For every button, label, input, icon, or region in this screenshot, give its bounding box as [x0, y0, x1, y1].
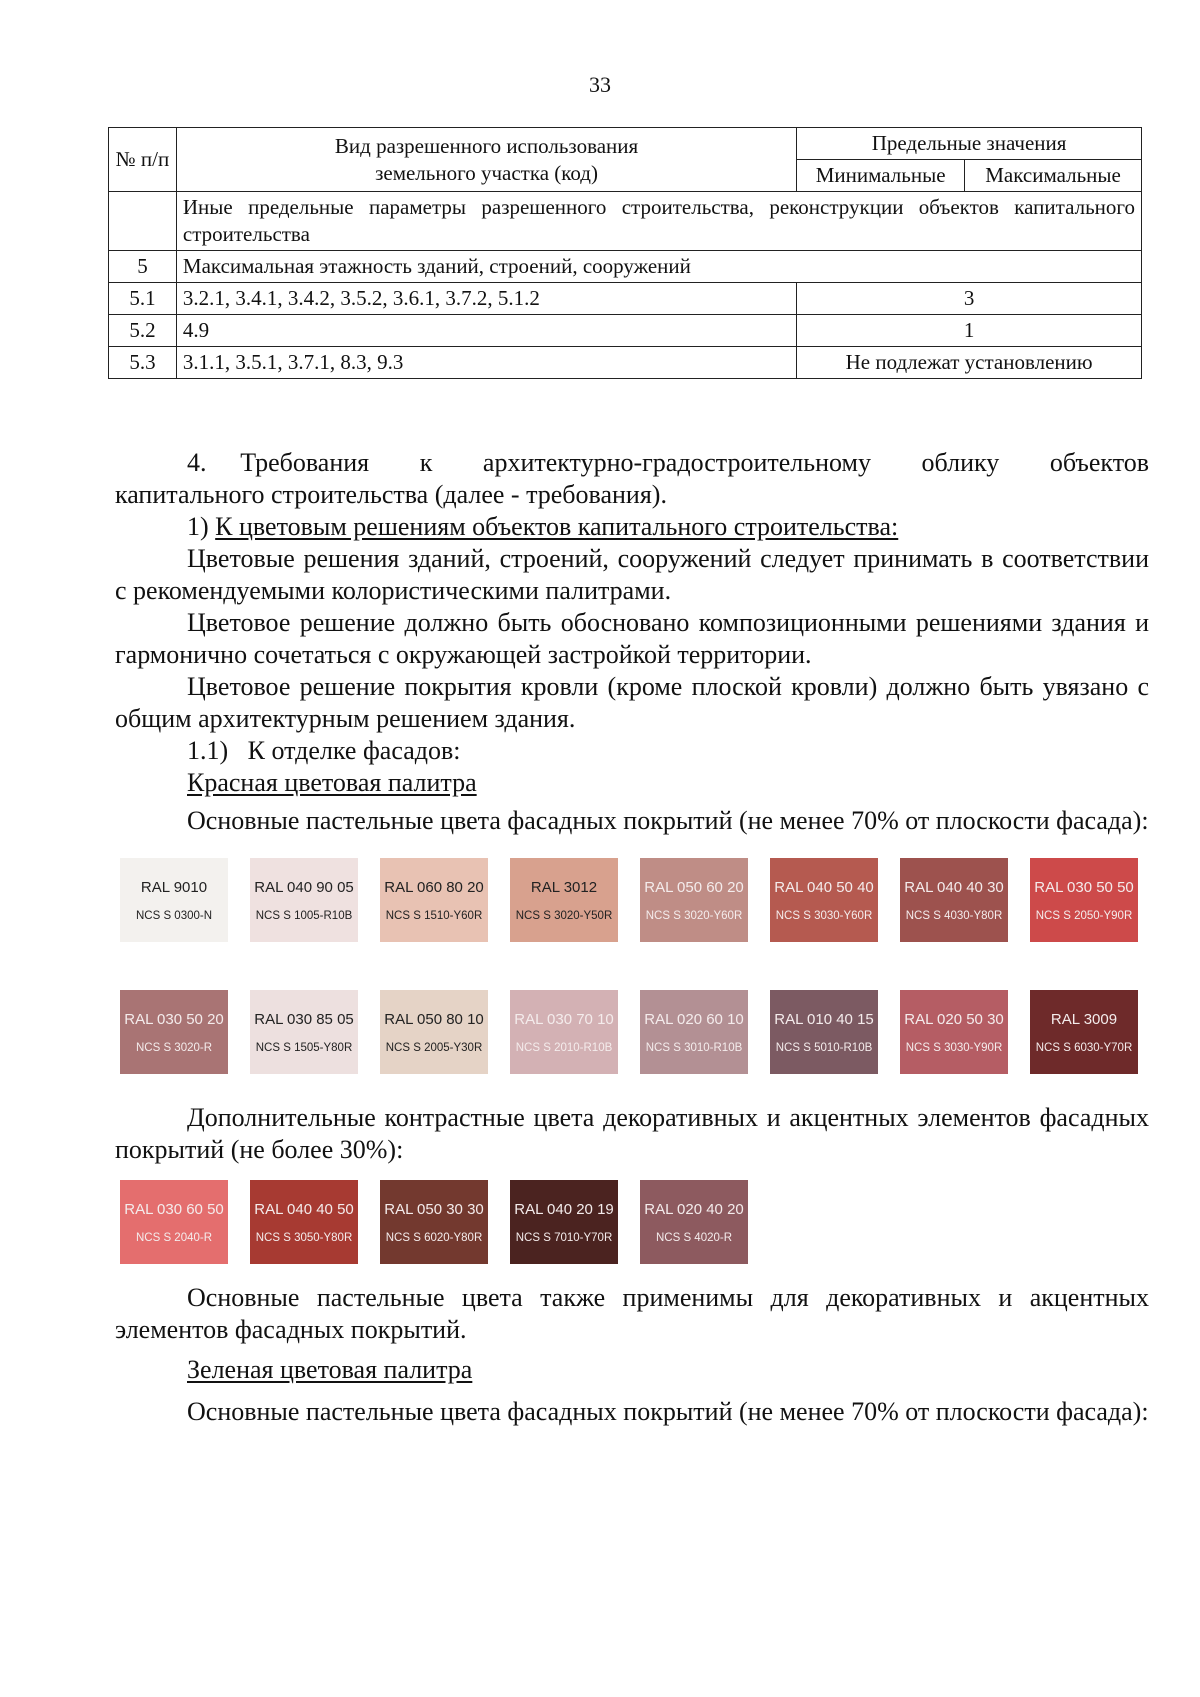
- color-swatch: [380, 990, 488, 1074]
- swatch-ral: RAL 9010: [140, 878, 208, 896]
- color-swatch: [250, 858, 358, 942]
- color-swatch: [1030, 990, 1138, 1074]
- row-num: 5: [109, 251, 177, 283]
- swatch-ral: RAL 030 85 05: [254, 1010, 354, 1028]
- paragraph-roof: Цветовое решение покрытия кровли (кроме плоской кровли) должно быть увязано с общим архитектурным решением здания.: [115, 672, 1149, 733]
- swatch-ncs: NCS S 3020-R: [135, 1041, 213, 1054]
- swatch-ral: RAL 020 50 30: [904, 1010, 1004, 1028]
- page-number: 33: [589, 72, 611, 97]
- swatch-ral: RAL 060 80 20: [384, 878, 484, 896]
- header-num: № п/п: [109, 128, 177, 192]
- color-swatch: [1030, 858, 1138, 942]
- swatch-ral: RAL 030 70 10: [514, 1010, 614, 1028]
- swatch-ncs: NCS S 3030-Y60R: [775, 909, 873, 922]
- color-swatch: [770, 858, 878, 942]
- color-swatch: [380, 858, 488, 942]
- header-type: Вид разрешенного использования земельного участка (код): [176, 128, 796, 192]
- color-swatch: [510, 990, 618, 1074]
- swatch-ncs: NCS S 3030-Y90R: [905, 1041, 1003, 1054]
- color-swatch: [250, 1180, 358, 1264]
- swatch-ral: RAL 030 50 20: [124, 1010, 224, 1028]
- row-num: 5.1: [109, 283, 177, 315]
- swatch-ncs: NCS S 3020-Y50R: [515, 909, 613, 922]
- item-number: 1): [187, 512, 216, 541]
- row-text: Максимальная этажность зданий, строений, сооружений: [176, 251, 1141, 283]
- red-palette-heading: [115, 767, 1149, 799]
- swatch-ral: RAL 050 30 30: [384, 1200, 484, 1218]
- swatch-ncs: NCS S 3020-Y60R: [645, 909, 743, 922]
- paragraph-composition: Цветовое решение должно быть обосновано композиционными решениями здания и гармонично сочетаться с окружающей застройкой территории.: [115, 608, 1149, 669]
- red-palette-title: Красная цветовая палитра: [187, 768, 477, 797]
- paragraph-palettes: Цветовые решения зданий, строений, сооружений следует принимать в соответствии с рекомендуемыми колористическими палитрами.: [115, 544, 1149, 605]
- main-colors-also-paragraph: Основные пастельные цвета также применимы для декоративных и акцентных элементов фасадных покрытий.: [115, 1283, 1149, 1344]
- swatch-ncs: NCS S 4030-Y80R: [905, 909, 1003, 922]
- palette-main-row2: [120, 990, 1138, 1074]
- color-swatch: [250, 990, 358, 1074]
- swatch-ncs: NCS S 2005-Y30R: [385, 1041, 483, 1054]
- swatch-ral: RAL 020 40 20: [644, 1200, 744, 1218]
- swatch-ral: RAL 010 40 15: [774, 1010, 874, 1028]
- swatch-ncs: NCS S 2050-Y90R: [1035, 909, 1133, 922]
- row-value: 3: [797, 283, 1142, 315]
- table-header-row: [109, 128, 1142, 160]
- swatch-ral: RAL 3009: [1050, 1010, 1118, 1028]
- green-palette-heading: [115, 1354, 1149, 1386]
- table-row: [109, 283, 1142, 315]
- color-solutions-heading: [115, 511, 1149, 543]
- swatch-ral: RAL 030 60 50: [124, 1200, 224, 1218]
- swatch-ncs: NCS S 1005-R10B: [255, 909, 353, 922]
- section-title: Иные предельные параметры разрешенного строительства, реконструкции объектов капитального строительства: [176, 192, 1141, 251]
- swatch-ral: RAL 020 60 10: [644, 1010, 744, 1028]
- swatch-ncs: NCS S 1505-Y80R: [255, 1041, 353, 1054]
- swatch-ncs: NCS S 4020-R: [655, 1231, 733, 1244]
- additional-colors-caption: Дополнительные контрастные цвета декоративных и акцентных элементов фасадных покрытий (не более 30%):: [115, 1103, 1149, 1164]
- header-limits: Предельные значения: [797, 128, 1142, 160]
- table-row: [109, 315, 1142, 347]
- row-codes: 4.9: [176, 315, 796, 347]
- swatch-ncs: NCS S 3010-R10B: [645, 1041, 743, 1054]
- color-swatch: [510, 1180, 618, 1264]
- color-swatch: [120, 990, 228, 1074]
- swatch-ral: RAL 3012: [530, 878, 598, 896]
- swatch-ral: RAL 040 20 19: [514, 1200, 614, 1218]
- table-cell-empty: [109, 192, 177, 251]
- limits-table: [108, 127, 1142, 379]
- swatch-ral: RAL 040 50 40: [774, 878, 874, 896]
- swatch-ral: RAL 050 80 10: [384, 1010, 484, 1028]
- swatch-ncs: NCS S 0300-N: [135, 909, 213, 922]
- swatch-ral: RAL 040 40 30: [904, 878, 1004, 896]
- main-colors-caption-green: Основные пастельные цвета фасадных покрытий (не менее 70% от плоскости фасада):: [187, 1397, 1149, 1426]
- color-swatch: [380, 1180, 488, 1264]
- header-min: Минимальные: [797, 160, 965, 192]
- facade-finishing-heading: 1.1) К отделке фасадов:: [187, 736, 461, 765]
- swatch-ncs: NCS S 5010-R10B: [775, 1041, 873, 1054]
- swatch-ral: RAL 050 60 20: [644, 878, 744, 896]
- swatch-ncs: NCS S 7010-Y70R: [515, 1231, 613, 1244]
- palette-main-row1: [120, 858, 1138, 942]
- swatch-ncs: NCS S 2040-R: [135, 1231, 213, 1244]
- color-swatch: [900, 990, 1008, 1074]
- swatch-ncs: NCS S 3050-Y80R: [255, 1231, 353, 1244]
- row-num: 5.2: [109, 315, 177, 347]
- row-value: Не подлежат установлению: [797, 347, 1142, 379]
- row-value: 1: [797, 315, 1142, 347]
- row-codes: 3.1.1, 3.5.1, 3.7.1, 8.3, 9.3: [176, 347, 796, 379]
- color-swatch: [640, 858, 748, 942]
- paragraph-requirements-line1: 4. Требования к архитектурно-градостроительному облику объектов: [187, 448, 1149, 477]
- row-num: 5.3: [109, 347, 177, 379]
- row-codes: 3.2.1, 3.4.1, 3.4.2, 3.5.2, 3.6.1, 3.7.2, 5.1.2: [176, 283, 796, 315]
- swatch-ral: RAL 040 90 05: [254, 878, 354, 896]
- palette-additional: [120, 1180, 770, 1264]
- table-row: [109, 251, 1142, 283]
- color-swatch: [120, 858, 228, 942]
- color-swatch: [900, 858, 1008, 942]
- color-solutions-title: К цветовым решениям объектов капитального строительства:: [215, 512, 899, 541]
- main-colors-caption: Основные пастельные цвета фасадных покрытий (не менее 70% от плоскости фасада):: [187, 806, 1149, 835]
- paragraph-requirements-line2: капитального строительства (далее - требования).: [115, 480, 667, 509]
- swatch-ncs: NCS S 1510-Y60R: [385, 909, 483, 922]
- swatch-ncs: NCS S 2010-R10B: [515, 1041, 613, 1054]
- swatch-ral: RAL 040 40 50: [254, 1200, 354, 1218]
- color-swatch: [640, 990, 748, 1074]
- closing-section: [115, 1282, 1149, 1428]
- swatch-ral: RAL 030 50 50: [1034, 878, 1134, 896]
- color-swatch: [120, 1180, 228, 1264]
- table-row: [109, 192, 1142, 251]
- swatch-ncs: NCS S 6020-Y80R: [385, 1231, 483, 1244]
- color-swatch: [510, 858, 618, 942]
- color-swatch: [640, 1180, 748, 1264]
- swatch-ncs: NCS S 6030-Y70R: [1035, 1041, 1133, 1054]
- color-swatch: [770, 990, 878, 1074]
- table-row: [109, 347, 1142, 379]
- header-max: Максимальные: [965, 160, 1142, 192]
- green-palette-title: Зеленая цветовая палитра: [187, 1355, 473, 1384]
- requirements-section: [115, 447, 1149, 837]
